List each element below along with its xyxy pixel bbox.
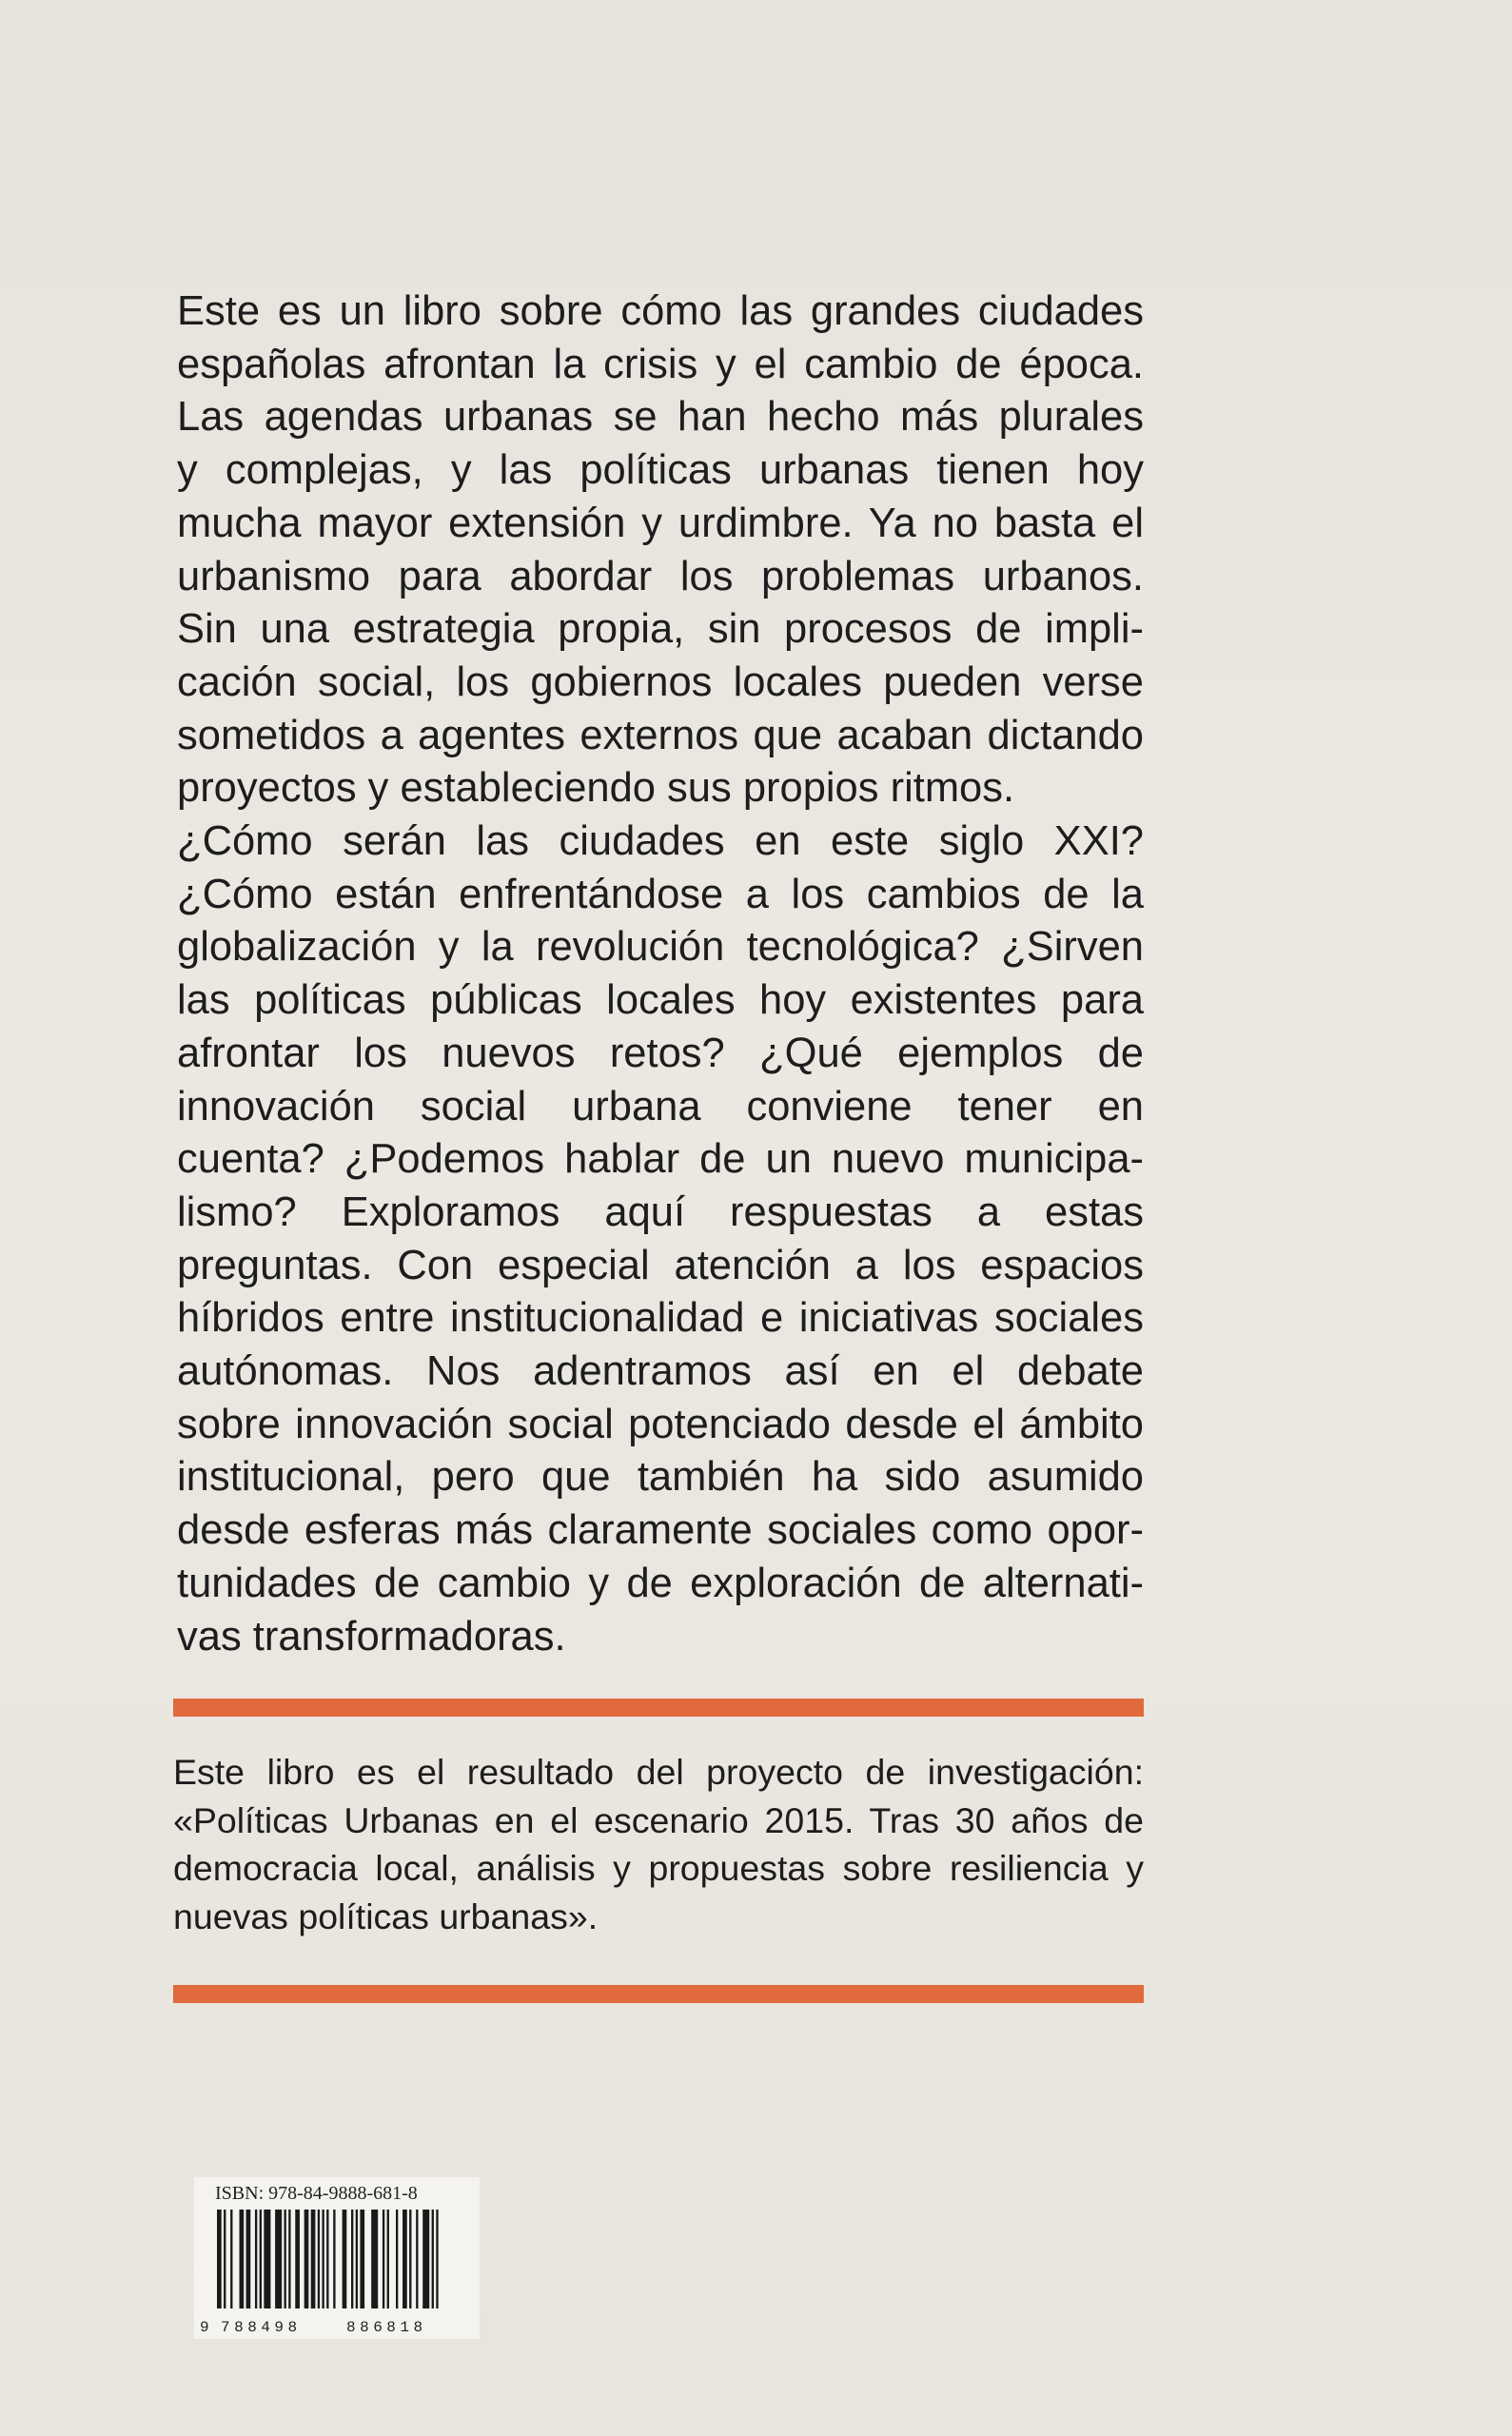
barcode-bar bbox=[322, 2210, 324, 2308]
barcode-bar bbox=[240, 2210, 245, 2308]
synopsis-line: Las agendas urbanas se han hecho más plurales bbox=[177, 394, 1144, 441]
barcode-bars bbox=[217, 2210, 439, 2308]
synopsis-line: Sin una estrategia propia, sin procesos de impli- bbox=[177, 606, 1144, 653]
synopsis-text bbox=[177, 285, 1144, 1663]
barcode-bar bbox=[351, 2210, 353, 2308]
barcode-bar bbox=[217, 2210, 222, 2308]
barcode-bar bbox=[383, 2210, 384, 2308]
synopsis-line: tunidades de cambio y de exploración de alternati- bbox=[177, 1560, 1144, 1606]
orange-divider-bottom bbox=[173, 1985, 1144, 2003]
barcode-digits-right: 886818 bbox=[346, 2319, 427, 2336]
synopsis-line: sometidos a agentes externos que acaban dictando bbox=[177, 712, 1144, 758]
synopsis-line: afrontar los nuevos retos? ¿Qué ejemplos de bbox=[177, 1030, 1144, 1076]
synopsis-line: innovación social urbana conviene tener en bbox=[177, 1083, 1144, 1130]
isbn-barcode bbox=[194, 2177, 480, 2339]
synopsis-line: españolas afrontan la crisis y el cambio de época. bbox=[177, 341, 1144, 387]
barcode-bar bbox=[318, 2210, 320, 2308]
synopsis-line: autónomas. Nos adentramos así en el debate bbox=[177, 1348, 1144, 1395]
barcode-bar bbox=[260, 2210, 262, 2308]
barcode-bar bbox=[360, 2210, 364, 2308]
barcode-bar bbox=[343, 2210, 347, 2308]
synopsis-line: institucional, pero que también ha sido asumido bbox=[177, 1454, 1144, 1501]
synopsis-line: globalización y la revolución tecnológica? ¿Sirven bbox=[177, 924, 1144, 971]
synopsis-line: ¿Cómo serán las ciudades en este siglo XXI? bbox=[177, 818, 1144, 865]
barcode-bar bbox=[275, 2210, 282, 2308]
barcode-bar bbox=[288, 2210, 290, 2308]
project-note bbox=[173, 1748, 1144, 1940]
barcode-bar bbox=[422, 2210, 429, 2308]
synopsis-line: desde esferas más claramente sociales como opor- bbox=[177, 1507, 1144, 1554]
project-note-line: «Políticas Urbanas en el escenario 2015. Tras 30 años de bbox=[173, 1799, 1144, 1840]
synopsis-line: Este es un libro sobre cómo las grandes ciudades bbox=[177, 288, 1144, 334]
project-note-line: nuevas políticas urbanas». bbox=[173, 1896, 599, 1936]
synopsis-line: proyectos y estableciendo sus propios ritmos. bbox=[177, 765, 1015, 812]
barcode-bar bbox=[333, 2210, 335, 2308]
barcode-digits-left: 788498 bbox=[221, 2319, 302, 2336]
barcode-bar bbox=[356, 2210, 358, 2308]
barcode-bar bbox=[371, 2210, 378, 2308]
barcode-bar bbox=[403, 2210, 407, 2308]
barcode-bar bbox=[304, 2210, 309, 2308]
barcode-bar bbox=[264, 2210, 270, 2308]
barcode-bar bbox=[224, 2210, 226, 2308]
synopsis-line: cuenta? ¿Podemos hablar de un nuevo municipa- bbox=[177, 1136, 1144, 1183]
synopsis-line: mucha mayor extensión y urdimbre. Ya no basta el bbox=[177, 500, 1144, 546]
synopsis-line: híbridos entre institucionalidad e iniciativas sociales bbox=[177, 1295, 1144, 1342]
barcode-bar bbox=[432, 2210, 434, 2308]
barcode-bar bbox=[230, 2210, 232, 2308]
synopsis-line: las políticas públicas locales hoy existentes para bbox=[177, 977, 1144, 1024]
synopsis-line: vas transformadoras. bbox=[177, 1613, 566, 1660]
synopsis-line: sobre innovación social potenciado desde el ámbito bbox=[177, 1401, 1144, 1447]
barcode-graphic bbox=[194, 2210, 480, 2337]
project-note-line: democracia local, análisis y propuestas sobre resiliencia y bbox=[173, 1848, 1144, 1888]
barcode-bar bbox=[416, 2210, 418, 2308]
synopsis-line: preguntas. Con especial atención a los espacios bbox=[177, 1242, 1144, 1288]
barcode-bar bbox=[285, 2210, 286, 2308]
barcode-bar bbox=[396, 2210, 398, 2308]
synopsis-line: ¿Cómo están enfrentándose a los cambios de la bbox=[177, 871, 1144, 917]
project-note-line: Este libro es el resultado del proyecto de investigación: bbox=[173, 1752, 1144, 1792]
barcode-bar bbox=[311, 2210, 316, 2308]
synopsis-line: cación social, los gobiernos locales pueden verse bbox=[177, 658, 1144, 705]
barcode-bar bbox=[326, 2210, 328, 2308]
synopsis-line: urbanismo para abordar los problemas urbanos. bbox=[177, 553, 1144, 599]
orange-divider-top bbox=[173, 1699, 1144, 1717]
synopsis-line: y complejas, y las políticas urbanas tienen hoy bbox=[177, 447, 1144, 494]
barcode-bar bbox=[295, 2210, 300, 2308]
barcode-digit-lead: 9 bbox=[200, 2319, 209, 2336]
barcode-bar bbox=[409, 2210, 411, 2308]
synopsis-line: lismo? Exploramos aquí respuestas a estas bbox=[177, 1189, 1144, 1235]
barcode-bar bbox=[387, 2210, 389, 2308]
isbn-label: ISBN: 978-84-9888-681-8 bbox=[215, 2183, 418, 2204]
barcode-bar bbox=[255, 2210, 257, 2308]
barcode-bar bbox=[436, 2210, 438, 2308]
barcode-bar bbox=[246, 2210, 251, 2308]
